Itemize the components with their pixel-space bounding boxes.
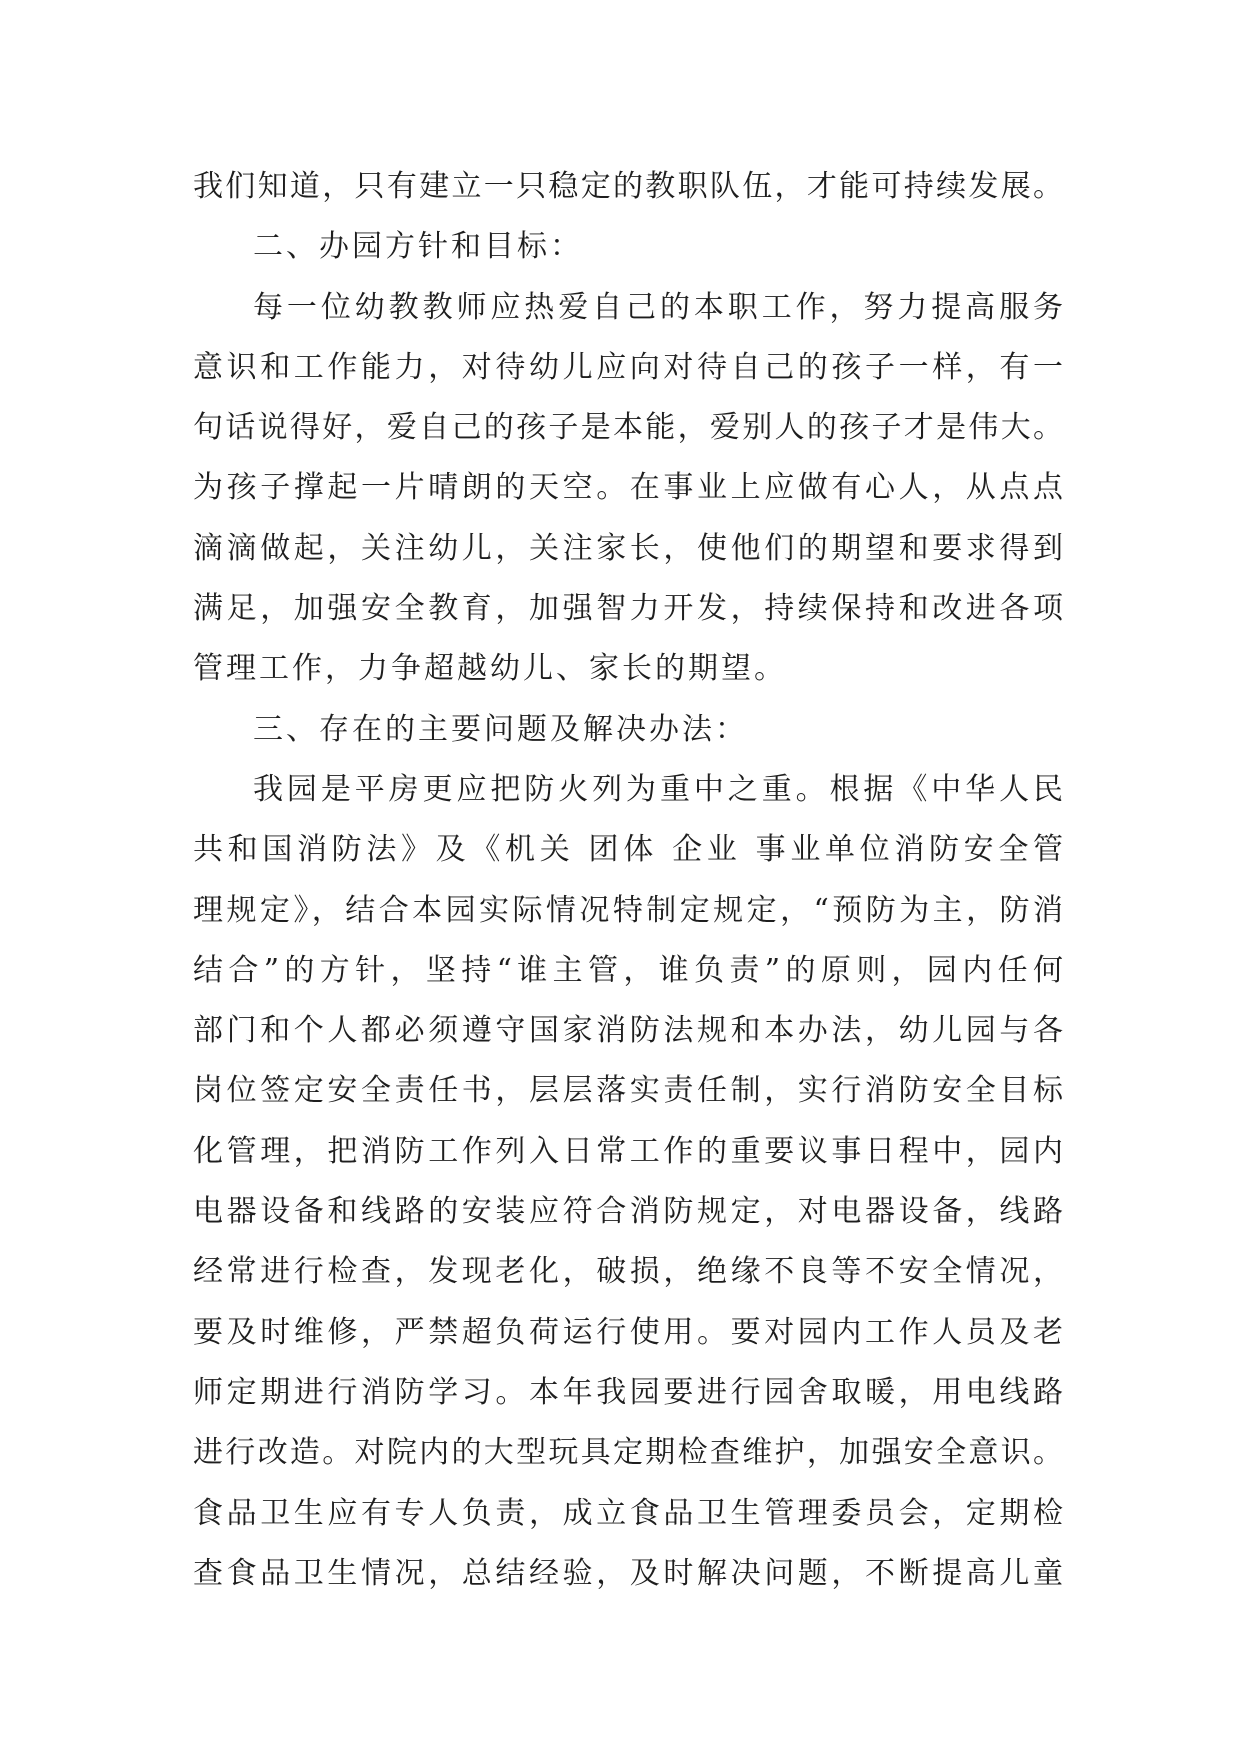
text-line: 电器设备和线路的安装应符合消防规定，对电器设备，线路: [193, 1194, 1063, 1230]
text-line: 句话说得好，爱自己的孩子是本能，爱别人的孩子才是伟大。: [193, 410, 1063, 446]
text-line: 部门和个人都必须遵守国家消防法规和本办法，幼儿园与各: [193, 1013, 1063, 1049]
text-line: 食品卫生应有专人负责，成立食品卫生管理委员会，定期检: [193, 1495, 1063, 1531]
text-line: 查食品卫生情况，总结经验，及时解决问题，不断提高儿童: [193, 1555, 1063, 1591]
text-line: 理规定》，结合本园实际情况特制定规定，“预防为主，防消: [193, 892, 1063, 928]
text-line: 师定期进行消防学习。本年我园要进行园舍取暖，用电线路: [193, 1374, 1063, 1410]
text-line: 滴滴做起，关注幼儿，关注家长，使他们的期望和要求得到: [193, 530, 1063, 566]
text-line: 为孩子撑起一片晴朗的天空。在事业上应做有心人，从点点: [193, 470, 1063, 506]
text-line: 意识和工作能力，对待幼儿应向对待自己的孩子一样，有一: [193, 349, 1063, 385]
text-line: 化管理，把消防工作列入日常工作的重要议事日程中，园内: [193, 1133, 1063, 1169]
body-text: [193, 157, 1063, 1604]
text-line: 要及时维修，严禁超负荷运行使用。要对园内工作人员及老: [193, 1314, 1063, 1350]
text-line: 管理工作，力争超越幼儿、家长的期望。: [193, 651, 787, 687]
text-line: 我们知道，只有建立一只稳定的教职队伍，才能可持续发展。: [193, 169, 1063, 204]
text-line: 每一位幼教教师应热爱自己的本职工作，努力提高服务: [253, 289, 1063, 325]
text-line: 经常进行检查，发现老化，破损，绝缘不良等不安全情况，: [193, 1254, 1063, 1290]
text-line: 我园是平房更应把防火列为重中之重。根据《中华人民: [253, 771, 1063, 807]
text-line: 满足，加强安全教育，加强智力开发，持续保持和改进各项: [193, 591, 1063, 627]
text-line: 三、存在的主要问题及解决办法：: [253, 711, 748, 747]
text-line: 岗位签定安全责任书，层层落实责任制，实行消防安全目标: [193, 1073, 1063, 1109]
text-line: 结合”的方针，坚持“谁主管，谁负责”的原则，园内任何: [193, 952, 1063, 988]
text-line: 共和国消防法》及《机关 团体 企业 事业单位消防安全管: [193, 832, 1063, 868]
text-line: 进行改造。对院内的大型玩具定期检查维护，加强安全意识。: [193, 1435, 1063, 1471]
text-line: 二、办园方针和目标：: [253, 229, 583, 265]
